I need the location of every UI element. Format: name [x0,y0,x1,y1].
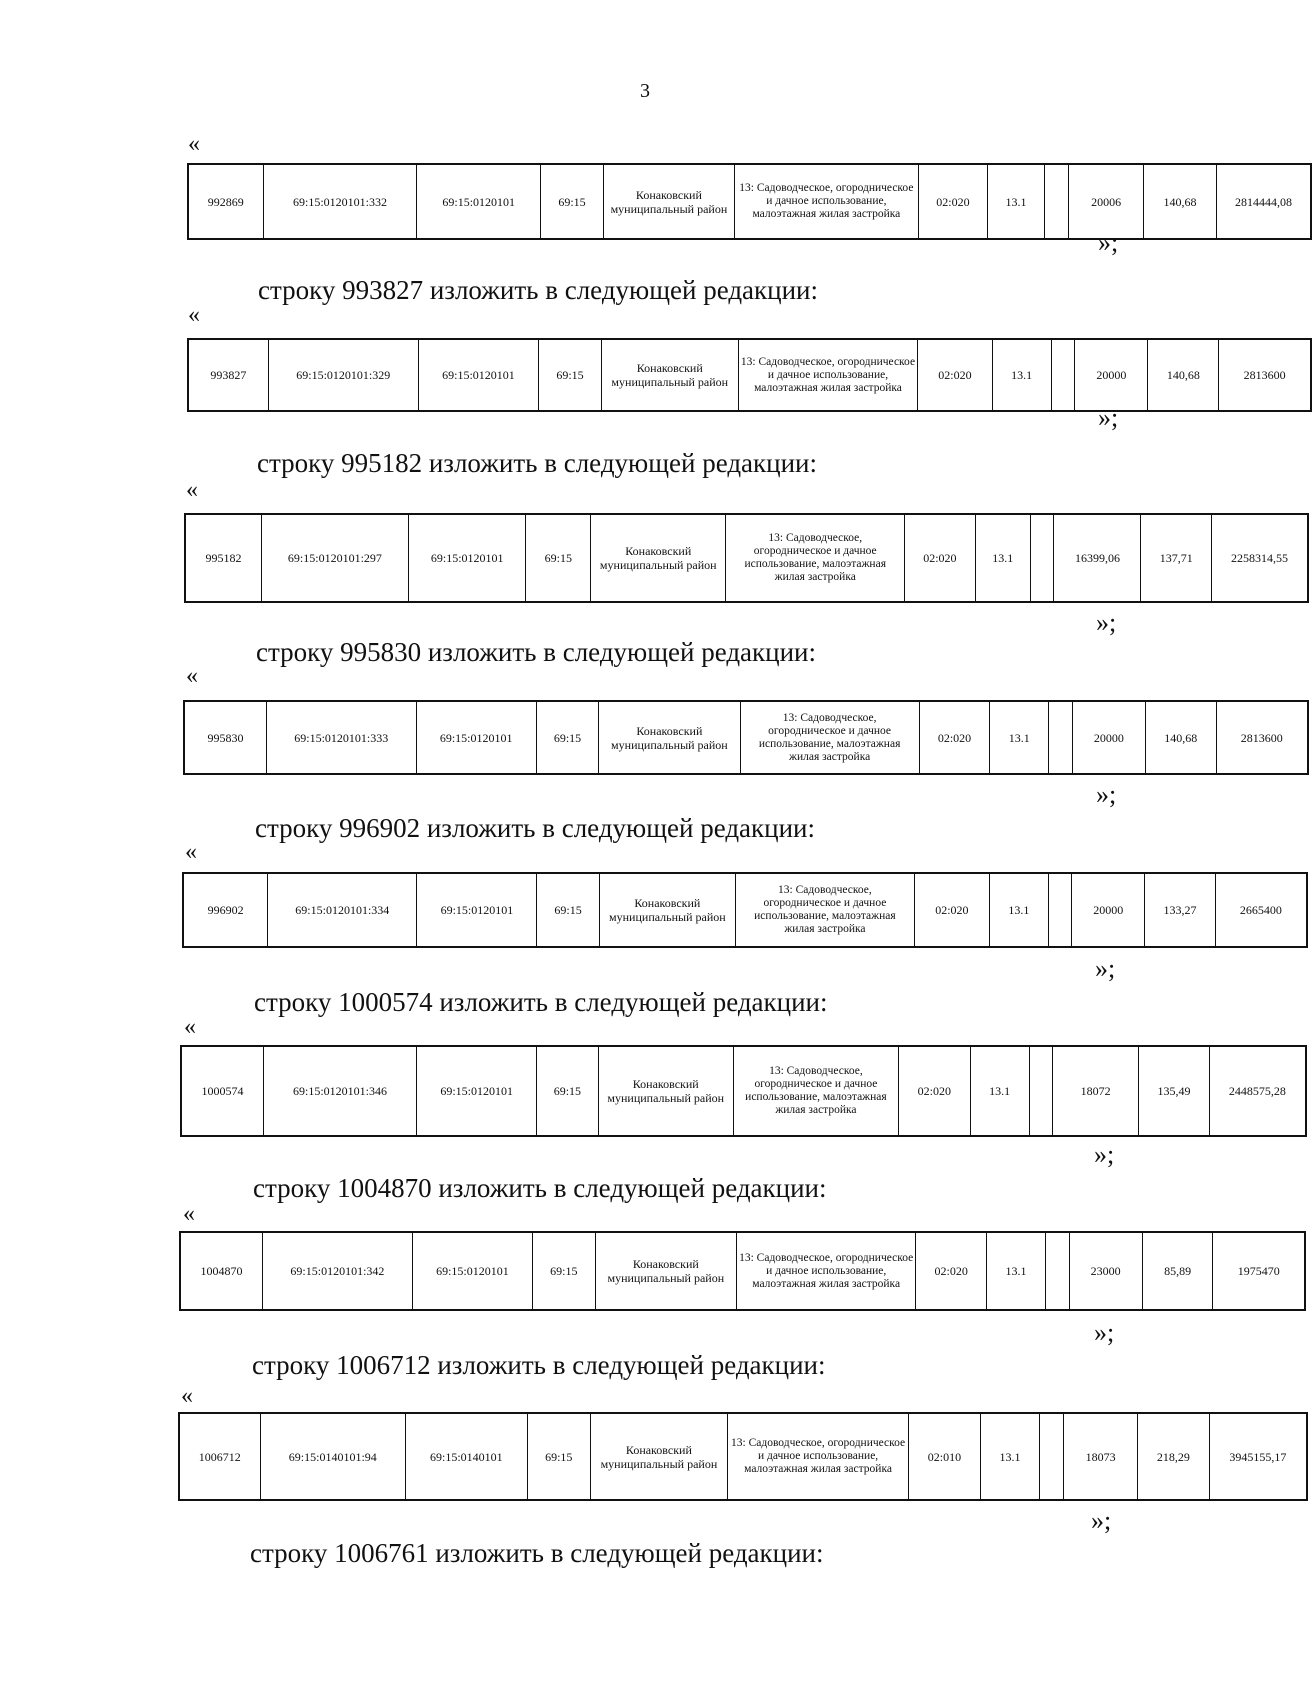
record-number-cell: 1006712 [179,1413,260,1500]
empty-cell-cell [1044,164,1068,239]
municipality-cell: Конаковский муниципальный район [598,1046,733,1136]
specific-value-cell: 218,29 [1138,1413,1210,1500]
cadastral-district-cell: 69:15 [526,514,591,602]
cadastral-district-cell: 69:15 [537,1046,598,1136]
area-cell: 20006 [1069,164,1144,239]
empty-cell-cell [1029,1046,1053,1136]
record-table [183,700,1309,775]
amendment-heading: строку 993827 изложить в следующей редакции: [258,275,819,305]
open-quote: « [184,1014,196,1040]
permitted-use-cell: 13: Садоводческое, огородническое и дачное использование, малоэтажная жилая застройка [740,701,919,774]
zone-code-cell: 02:010 [909,1413,981,1500]
permitted-use-cell: 13: Садоводческое, огородническое и дачное использование, малоэтажная жилая застройка [726,514,905,602]
permitted-use-cell: 13: Садоводческое, огородническое и дачное использование, малоэтажная жилая застройка [736,873,915,947]
amendment-heading: строку 995830 изложить в следующей редакции: [256,637,817,667]
area-cell: 18072 [1053,1046,1139,1136]
zone-code-cell: 02:020 [918,339,992,411]
cadastral-number-cell: 69:15:0140101:94 [260,1413,405,1500]
municipality-cell: Конаковский муниципальный район [603,164,734,239]
record-number-cell: 993827 [188,339,268,411]
cadastral-district-cell: 69:15 [536,701,598,774]
municipality-cell: Конаковский муниципальный район [595,1232,737,1310]
area-cell: 20000 [1072,873,1145,947]
close-quote: »; [1096,780,1117,809]
group-code-cell: 13.1 [987,1232,1046,1310]
group-code-cell: 13.1 [992,339,1051,411]
cadastral-number-cell: 69:15:0120101:342 [263,1232,413,1310]
record-number-cell: 1000574 [181,1046,263,1136]
group-code-cell: 13.1 [970,1046,1029,1136]
empty-cell-cell [1030,514,1054,602]
cadastral-district-cell: 69:15 [527,1413,590,1500]
table-row [188,339,1311,411]
permitted-use-cell: 13: Садоводческое, огородническое и дачное использование, малоэтажная жилая застройка [727,1413,908,1500]
zone-code-cell: 02:020 [918,164,987,239]
cadastral-quarter-cell: 69:15:0120101 [416,701,536,774]
record-table [187,338,1312,412]
group-code-cell: 13.1 [987,164,1044,239]
table-row [183,873,1307,947]
cadastral-number-cell: 69:15:0120101:297 [261,514,408,602]
record-table [180,1045,1307,1137]
cadastral-number-cell: 69:15:0120101:334 [268,873,417,947]
table-row [184,701,1308,774]
group-code-cell: 13.1 [990,873,1049,947]
amendment-heading: строку 1004870 изложить в следующей редакции: [253,1173,827,1203]
empty-cell-cell [1049,701,1073,774]
group-code-cell: 13.1 [980,1413,1040,1500]
open-quote: « [188,131,200,157]
cadastral-number-cell: 69:15:0120101:333 [266,701,416,774]
cadastral-number-cell: 69:15:0120101:329 [268,339,418,411]
open-quote: « [183,1201,195,1227]
zone-code-cell: 02:020 [898,1046,970,1136]
record-table [184,513,1309,603]
cadastral-quarter-cell: 69:15:0120101 [412,1232,532,1310]
cadastral-number-cell: 69:15:0120101:332 [263,164,417,239]
table-row [188,164,1311,239]
cadastral-value-cell: 2813600 [1219,339,1311,411]
record-number-cell: 992869 [188,164,263,239]
empty-cell-cell [1051,339,1075,411]
empty-cell-cell [1040,1413,1064,1500]
record-number-cell: 995830 [184,701,266,774]
table-row [181,1046,1306,1136]
cadastral-value-cell: 2814444,08 [1216,164,1311,239]
municipality-cell: Конаковский муниципальный район [601,339,738,411]
record-table [187,163,1312,240]
table-row [179,1413,1307,1500]
cadastral-quarter-cell: 69:15:0120101 [417,873,537,947]
record-number-cell: 1004870 [180,1232,263,1310]
open-quote: « [181,1383,193,1409]
amendment-heading: строку 1000574 изложить в следующей редакции: [254,987,828,1017]
page-number: 3 [640,80,650,102]
specific-value-cell: 85,89 [1142,1232,1213,1310]
cadastral-value-cell: 3945155,17 [1209,1413,1307,1500]
specific-value-cell: 140,68 [1145,701,1216,774]
close-quote: »; [1095,954,1116,983]
cadastral-value-cell: 1975470 [1213,1232,1305,1310]
zone-code-cell: 02:020 [914,873,989,947]
specific-value-cell: 135,49 [1139,1046,1210,1136]
cadastral-number-cell: 69:15:0120101:346 [263,1046,416,1136]
cadastral-value-cell: 2665400 [1215,873,1307,947]
cadastral-value-cell: 2448575,28 [1209,1046,1306,1136]
cadastral-quarter-cell: 69:15:0140101 [406,1413,528,1500]
table-row [185,514,1308,602]
close-quote: »; [1094,1318,1115,1347]
record-table [182,872,1308,948]
record-number-cell: 995182 [185,514,261,602]
cadastral-district-cell: 69:15 [537,873,599,947]
specific-value-cell: 137,71 [1141,514,1212,602]
cadastral-district-cell: 69:15 [539,339,602,411]
empty-cell-cell [1048,873,1072,947]
municipality-cell: Конаковский муниципальный район [599,701,740,774]
municipality-cell: Конаковский муниципальный район [590,1413,727,1500]
group-code-cell: 13.1 [990,701,1049,774]
open-quote: « [185,839,197,865]
empty-cell-cell [1046,1232,1070,1310]
group-code-cell: 13.1 [975,514,1030,602]
specific-value-cell: 140,68 [1144,164,1217,239]
close-quote: »; [1098,228,1119,257]
cadastral-district-cell: 69:15 [533,1232,595,1310]
open-quote: « [186,477,198,503]
cadastral-district-cell: 69:15 [541,164,604,239]
close-quote: »; [1096,608,1117,637]
close-quote: »; [1098,403,1119,432]
cadastral-quarter-cell: 69:15:0120101 [417,1046,537,1136]
close-quote: »; [1094,1140,1115,1169]
specific-value-cell: 140,68 [1148,339,1219,411]
table-row [180,1232,1305,1310]
amendment-heading: строку 995182 изложить в следующей редакции: [257,448,818,478]
area-cell: 18073 [1064,1413,1138,1500]
area-cell: 20000 [1075,339,1148,411]
municipality-cell: Конаковский муниципальный район [591,514,726,602]
area-cell: 20000 [1072,701,1145,774]
permitted-use-cell: 13: Садоводческое, огородническое и дачное использование, малоэтажная жилая застройка [734,164,918,239]
amendment-heading: строку 996902 изложить в следующей редакции: [255,813,816,843]
zone-code-cell: 02:020 [916,1232,987,1310]
area-cell: 16399,06 [1054,514,1141,602]
open-quote: « [186,663,198,689]
record-number-cell: 996902 [183,873,268,947]
record-table [179,1231,1306,1311]
cadastral-value-cell: 2258314,55 [1212,514,1309,602]
permitted-use-cell: 13: Садоводческое, огородническое и дачное использование, малоэтажная жилая застройка [738,339,917,411]
area-cell: 23000 [1069,1232,1142,1310]
cadastral-value-cell: 2813600 [1216,701,1308,774]
open-quote: « [188,302,200,328]
zone-code-cell: 02:020 [919,701,990,774]
cadastral-quarter-cell: 69:15:0120101 [418,339,538,411]
zone-code-cell: 02:020 [905,514,976,602]
cadastral-quarter-cell: 69:15:0120101 [408,514,526,602]
permitted-use-cell: 13: Садоводческое, огородническое и дачное использование, малоэтажная жилая застройка [733,1046,898,1136]
close-quote: »; [1091,1506,1112,1535]
permitted-use-cell: 13: Садоводческое, огородническое и дачное использование, малоэтажная жилая застройка [737,1232,916,1310]
cadastral-quarter-cell: 69:15:0120101 [417,164,541,239]
amendment-heading: строку 1006761 изложить в следующей редакции: [250,1538,824,1568]
specific-value-cell: 133,27 [1145,873,1216,947]
amendment-heading: строку 1006712 изложить в следующей редакции: [252,1350,826,1380]
municipality-cell: Конаковский муниципальный район [599,873,735,947]
record-table [178,1412,1308,1501]
